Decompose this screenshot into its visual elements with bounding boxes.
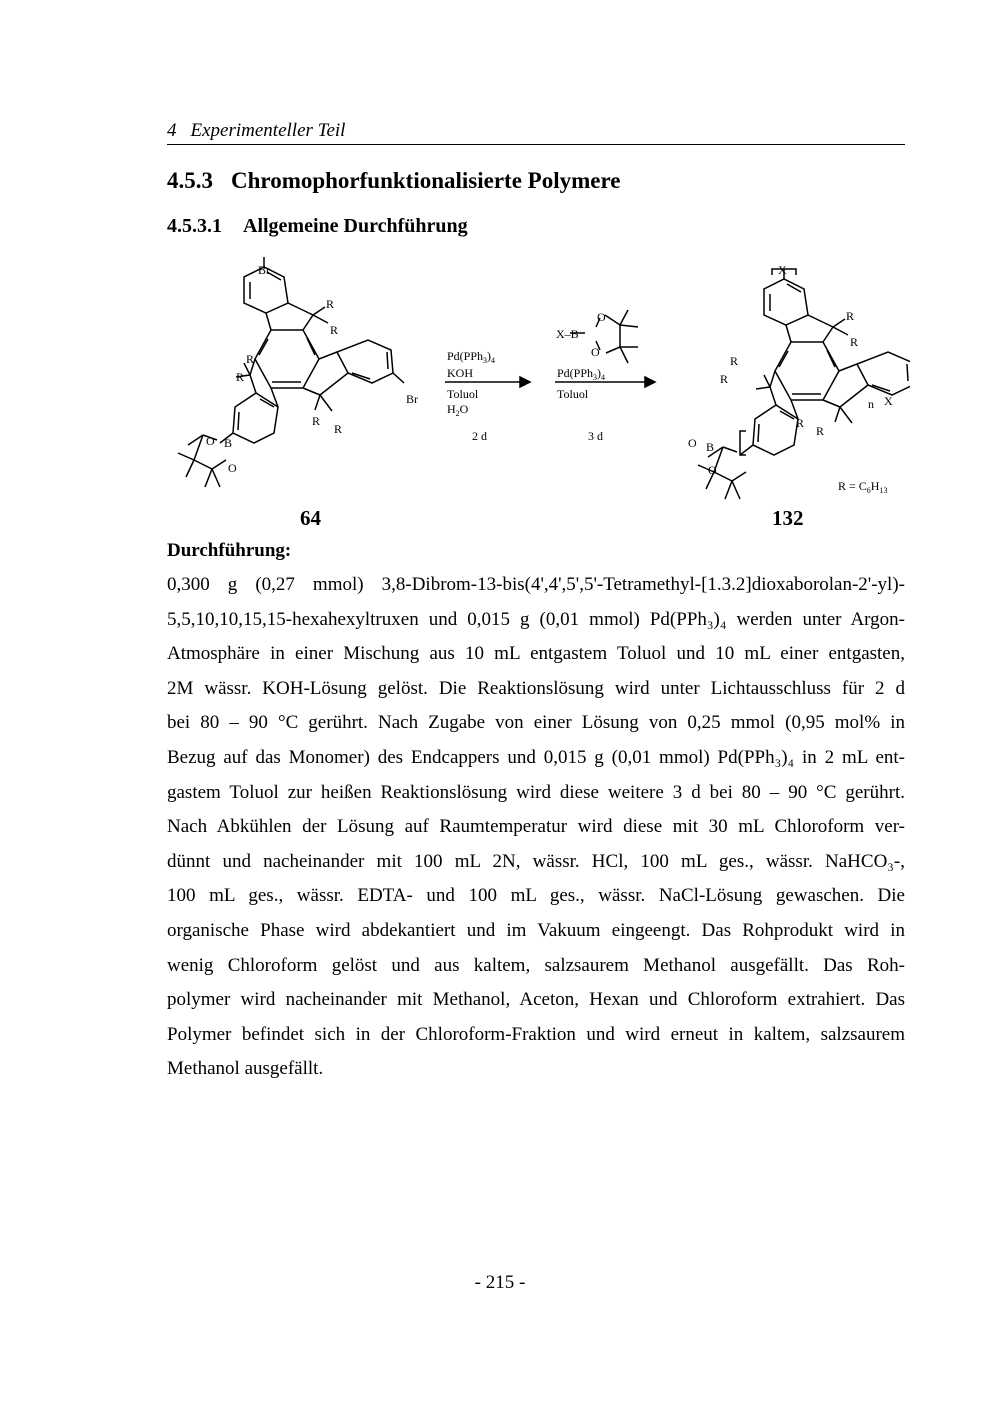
chapter-title: Experimenteller Teil [190, 120, 346, 141]
compound-number-64: 64 [300, 506, 321, 530]
subsection-number: 4.5.3.1 [167, 215, 222, 237]
atom-endcap-o-1: O [597, 310, 606, 324]
atom-r-top-a: R [326, 297, 335, 311]
atom-x-right: X [884, 394, 893, 408]
polymer-index-n: n [868, 397, 874, 411]
atom-endcap-o-2: O [591, 345, 600, 359]
compound-number-132: 132 [772, 506, 804, 530]
atom-o-1: O [206, 434, 215, 448]
reaction-scheme [160, 255, 910, 535]
atom-p-r-right-b: R [816, 424, 825, 438]
procedure-line: Polymer befindet sich in der Chloroform-Fraktion und wird erneut in kaltem, salzsaurem [167, 1023, 905, 1045]
atom-r-right-a: R [312, 414, 321, 428]
atom-br-top: Br [258, 263, 270, 277]
atom-p-r-left-a: R [730, 354, 739, 368]
procedure-line: wenig Chloroform gelöst und aus kaltem, salzsaurem Methanol ausgefällt. Das Roh- [167, 954, 905, 976]
atom-x-b: X–B [556, 327, 579, 341]
procedure-line: Bezug auf das Monomer) des Endcappers und 0,015 g (0,01 mmol) Pd(PPh₃)₄ in 2 mL ent- [167, 746, 905, 768]
procedure-line: 0,300 g (0,27 mmol) 3,8-Dibrom-13-bis(4',4',5',5'-Tetramethyl-[1.3.2]dioxaborolan-2'-yl)- [167, 574, 905, 595]
step1-time: 2 d [472, 429, 487, 443]
step2-solvent: Toluol [557, 387, 589, 401]
section-heading [167, 168, 620, 194]
procedure-line: Atmosphäre in einer Mischung aus 10 mL entgastem Toluol und 10 mL einer entgasten, [167, 643, 905, 665]
reaction-scheme-svg [160, 255, 910, 535]
atom-r-top-b: R [330, 323, 339, 337]
section-number: 4.5.3 [167, 168, 213, 193]
atom-b: B [224, 436, 233, 450]
procedure-line: 5,5,10,10,15,15-hexahexyltruxen und 0,015 g (0,01 mmol) Pd(PPh₃)₄ werden unter Argon- [167, 608, 905, 630]
subsection-title: Allgemeine Durchführung [243, 215, 468, 237]
step1-solvent-2: $H_2O$ [447, 402, 469, 418]
atom-p-r-top-a: R [846, 309, 855, 323]
atom-p-o-1: O [688, 436, 697, 450]
atom-p-o-2: O [708, 463, 717, 477]
atom-p-r-right-a: R [796, 416, 805, 430]
truxene-monomer-structure [178, 257, 404, 487]
procedure-line: Nach Abkühlen der Lösung auf Raumtemperatur wird diese mit 30 mL Chloroform ver- [167, 816, 905, 838]
procedure-line: Methanol ausgefällt. [167, 1058, 324, 1080]
step1-solvent-1: Toluol [447, 387, 479, 401]
procedure-heading: Durchführung: [167, 540, 292, 561]
atom-o-2: O [228, 461, 237, 475]
procedure-line: polymer wird nacheinander mit Methanol, Aceton, Hexan und Chloroform extrahiert. Das [167, 989, 905, 1011]
procedure-line: gastem Toluol zur heißen Reaktionslösung wird diese weitere 3 d bei 80 – 90 °C gerührt. [167, 781, 905, 803]
atom-x-top: X [778, 263, 787, 277]
step2-catalyst: $Pd(PPh_3)_4$ [557, 366, 606, 382]
procedure-line: 2M wässr. KOH-Lösung gelöst. Die Reaktionslösung wird unter Lichtausschluss für 2 d [167, 677, 905, 699]
step1-base: KOH [447, 366, 473, 380]
page-number: - 215 - [474, 1272, 526, 1293]
step1-catalyst: $Pd(PPh_3)_4$ [447, 349, 496, 365]
running-header [167, 120, 905, 145]
procedure-line: dünnt und nacheinander mit 100 mL 2N, wässr. HCl, 100 mL ges., wässr. NaHCO₃-, [167, 850, 905, 872]
procedure-line: organische Phase wird abdekantiert und im Vakuum eingeengt. Das Rohprodukt wird in [167, 919, 905, 941]
r-group-definition: $R = C_6H_{13}$ [838, 479, 888, 495]
atom-br-right: Br [406, 392, 418, 406]
procedure-line: 100 mL ges., wässr. EDTA- und 100 mL ges., wässr. NaCl-Lösung gewaschen. Die [167, 885, 905, 907]
step2-time: 3 d [588, 429, 603, 443]
atom-r-right-b: R [334, 422, 343, 436]
procedure-text [167, 568, 905, 1087]
atom-r-left-b: R [236, 370, 245, 384]
polymer-product-structure [698, 269, 910, 499]
atom-p-r-top-b: R [850, 335, 859, 349]
chapter-number: 4 [167, 120, 177, 141]
procedure-line: bei 80 – 90 °C gerührt. Nach Zugabe von einer Lösung von 0,25 mmol (0,95 mol% in [167, 712, 905, 734]
atom-p-r-left-b: R [720, 372, 729, 386]
section-title: Chromophorfunktionalisierte Polymere [231, 168, 621, 193]
subsection-heading [167, 215, 468, 238]
atom-r-left-a: R [246, 352, 255, 366]
atom-p-b: B [706, 440, 715, 454]
